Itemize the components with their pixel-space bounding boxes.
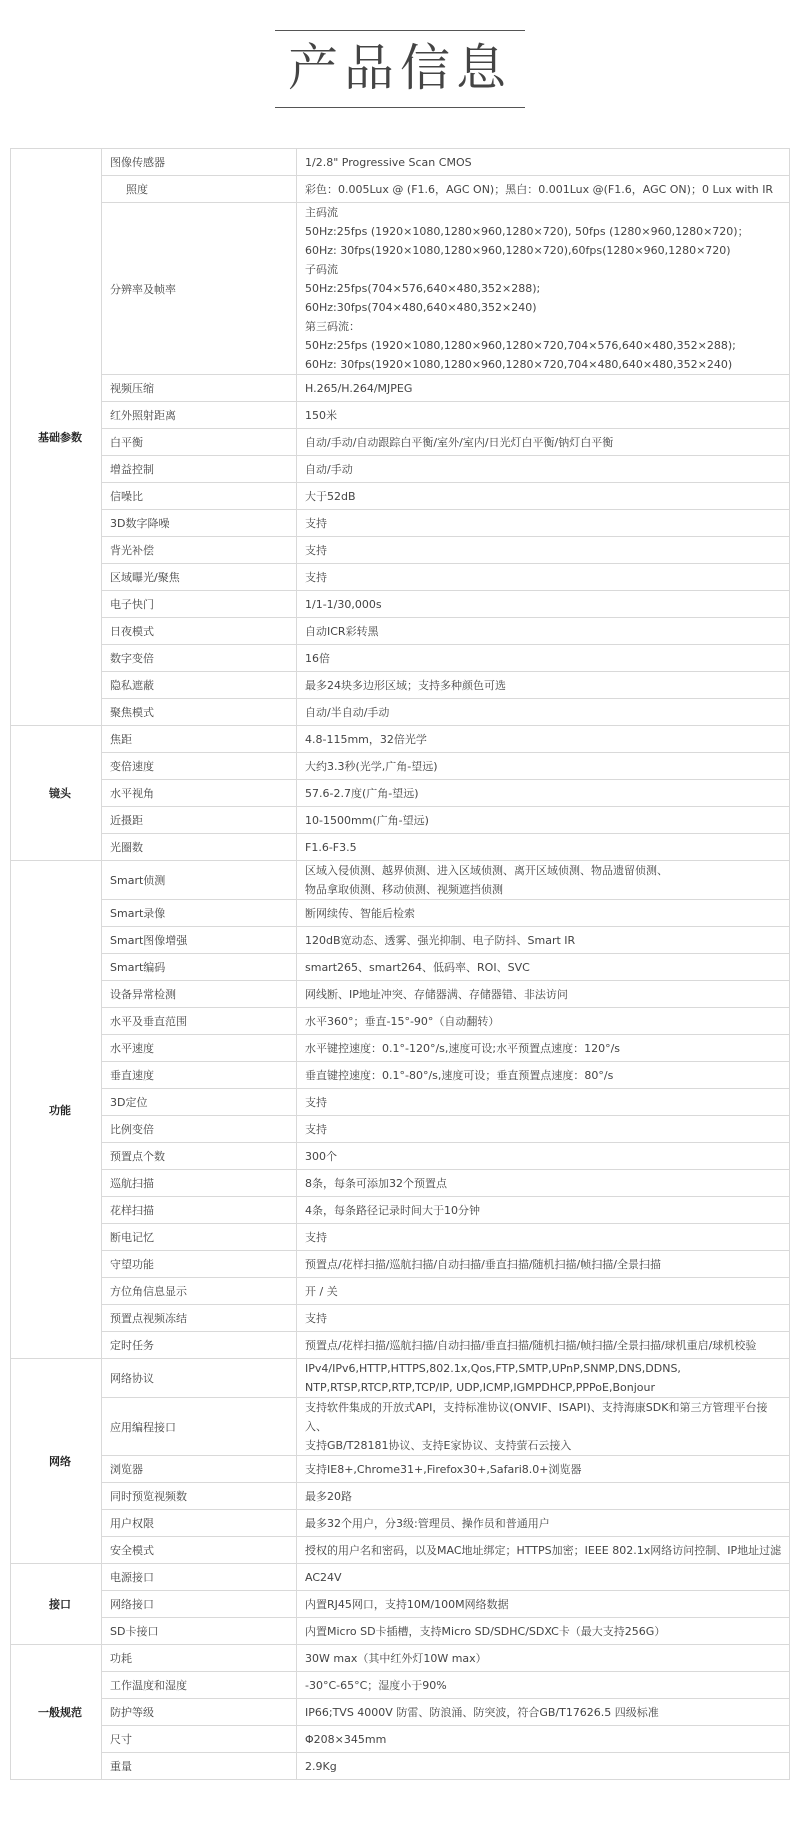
- spec-table: [10, 148, 790, 1780]
- spec-key: 焦距: [102, 726, 297, 753]
- spec-row: [11, 807, 790, 834]
- spec-row: [11, 1332, 790, 1359]
- spec-key: 白平衡: [102, 429, 297, 456]
- spec-key: Smart侦测: [102, 861, 297, 900]
- spec-key: 分辨率及帧率: [102, 203, 297, 375]
- spec-value: [297, 591, 790, 618]
- spec-row: [11, 1224, 790, 1251]
- spec-row: [11, 429, 790, 456]
- spec-row: [11, 1672, 790, 1699]
- spec-row: [11, 1591, 790, 1618]
- spec-row: [11, 1062, 790, 1089]
- spec-key: 方位角信息显示: [102, 1278, 297, 1305]
- spec-value-line: 30W max（其中红外灯10W max）: [305, 1651, 487, 1665]
- spec-row: [11, 1726, 790, 1753]
- spec-value: [297, 483, 790, 510]
- spec-key: 浏览器: [102, 1456, 297, 1483]
- spec-value: [297, 1753, 790, 1780]
- spec-value-line: 支持: [305, 543, 327, 557]
- spec-value-line: 内置RJ45网口，支持10M/100M网络数据: [305, 1597, 509, 1611]
- spec-value: [297, 1618, 790, 1645]
- spec-key: 图像传感器: [102, 149, 297, 176]
- spec-key: 断电记忆: [102, 1224, 297, 1251]
- spec-key: 水平视角: [102, 780, 297, 807]
- spec-key: 变倍速度: [102, 753, 297, 780]
- spec-key: 3D定位: [102, 1089, 297, 1116]
- spec-value-line: 50Hz:25fps(704×576,640×480,352×288);: [305, 282, 541, 295]
- spec-row: [11, 981, 790, 1008]
- spec-value-line: 支持IE8+,Chrome31+,Firefox30+,Safari8.0+浏览器: [305, 1462, 582, 1476]
- spec-row: [11, 1753, 790, 1780]
- spec-key: 照度: [102, 176, 297, 203]
- spec-value: [297, 1116, 790, 1143]
- spec-key: 同时预览视频数: [102, 1483, 297, 1510]
- spec-value-line: 支持: [305, 1122, 327, 1136]
- spec-value-line: 自动ICR彩转黑: [305, 624, 379, 638]
- spec-value: [297, 1278, 790, 1305]
- spec-key: 守望功能: [102, 1251, 297, 1278]
- spec-value: [297, 1645, 790, 1672]
- spec-value-line: 大约3.3秒(光学,广角-望远): [305, 759, 438, 773]
- spec-key: 防护等级: [102, 1699, 297, 1726]
- spec-value: [297, 1251, 790, 1278]
- spec-value-line: 彩色：0.005Lux @ (F1.6，AGC ON)；黑白：0.001Lux @(F1.6，AGC ON)；0 Lux with IR: [305, 182, 774, 196]
- group-label: 镜头: [11, 726, 102, 861]
- spec-key: 网络协议: [102, 1359, 297, 1398]
- spec-row: [11, 1305, 790, 1332]
- spec-value: [297, 564, 790, 591]
- spec-value-line: 150米: [305, 408, 337, 422]
- spec-value: [297, 1008, 790, 1035]
- spec-value: [297, 981, 790, 1008]
- spec-row: [11, 618, 790, 645]
- spec-row: [11, 861, 790, 900]
- spec-value-line: F1.6-F3.5: [305, 840, 357, 854]
- spec-value-line: 垂直键控速度：0.1°-80°/s,速度可设；垂直预置点速度：80°/s: [305, 1068, 614, 1082]
- spec-key: Smart编码: [102, 954, 297, 981]
- spec-value-line: 区域入侵侦测、越界侦测、进入区域侦测、离开区域侦测、物品遗留侦测、: [305, 864, 668, 877]
- spec-value-line: 子码流: [305, 263, 338, 276]
- spec-value-line: -30°C-65°C；湿度小于90%: [305, 1678, 447, 1692]
- spec-value: [297, 1591, 790, 1618]
- spec-value-line: 1/1-1/30,000s: [305, 597, 382, 611]
- spec-value-line: 自动/手动/自动跟踪白平衡/室外/室内/日光灯白平衡/钠灯白平衡: [305, 435, 614, 449]
- spec-value: [297, 149, 790, 176]
- spec-value-line: 大于52dB: [305, 489, 356, 503]
- spec-key: 隐私遮蔽: [102, 672, 297, 699]
- group-label: 网络: [11, 1359, 102, 1564]
- spec-value-line: 60Hz:30fps(704×480,640×480,352×240): [305, 301, 537, 314]
- spec-key: 区域曝光/聚焦: [102, 564, 297, 591]
- spec-value-line: 50Hz:25fps (1920×1080,1280×960,1280×720), 50fps (1280×960,1280×720)；: [305, 225, 749, 238]
- spec-row: [11, 1251, 790, 1278]
- spec-value-line: 支持软件集成的开放式API，支持标准协议(ONVIF、ISAPI)、支持海康SDK和第三方管理平台接入、: [305, 1401, 768, 1433]
- spec-key: 电子快门: [102, 591, 297, 618]
- spec-value-line: 1/2.8" Progressive Scan CMOS: [305, 155, 472, 169]
- spec-value-line: 60Hz: 30fps(1920×1080,1280×960,1280×720),60fps(1280×960,1280×720): [305, 244, 731, 257]
- spec-value-line: H.265/H.264/MJPEG: [305, 381, 413, 395]
- spec-row: [11, 954, 790, 981]
- spec-key: 预置点视频冻结: [102, 1305, 297, 1332]
- spec-row: [11, 726, 790, 753]
- spec-value: [297, 753, 790, 780]
- spec-row: [11, 402, 790, 429]
- spec-value-line: 57.6-2.7度(广角-望远): [305, 786, 419, 800]
- spec-row: [11, 1483, 790, 1510]
- spec-row: [11, 1510, 790, 1537]
- spec-key: 垂直速度: [102, 1062, 297, 1089]
- spec-value: [297, 1699, 790, 1726]
- spec-key: 日夜模式: [102, 618, 297, 645]
- page-title: 产品信息: [288, 39, 512, 97]
- spec-key: 红外照射距离: [102, 402, 297, 429]
- spec-key: 3D数字降噪: [102, 510, 297, 537]
- spec-row: [11, 1170, 790, 1197]
- spec-key: 巡航扫描: [102, 1170, 297, 1197]
- spec-value: [297, 537, 790, 564]
- spec-value: [297, 807, 790, 834]
- spec-row: [11, 483, 790, 510]
- spec-value-line: 支持: [305, 1311, 327, 1325]
- spec-key: 工作温度和湿度: [102, 1672, 297, 1699]
- spec-value: [297, 203, 790, 375]
- spec-key: 定时任务: [102, 1332, 297, 1359]
- spec-value-line: 120dB宽动态、透雾、强光抑制、电子防抖、Smart IR: [305, 933, 576, 947]
- spec-value-line: 物品拿取侦测、移动侦测、视频遮挡侦测: [305, 883, 503, 896]
- spec-row: [11, 1645, 790, 1672]
- spec-value: [297, 1332, 790, 1359]
- spec-value-line: 自动/半自动/手动: [305, 705, 390, 719]
- spec-key: 近摄距: [102, 807, 297, 834]
- spec-key: 水平速度: [102, 1035, 297, 1062]
- spec-row: [11, 900, 790, 927]
- spec-row: [11, 1537, 790, 1564]
- spec-row: [11, 1618, 790, 1645]
- spec-key: 用户权限: [102, 1510, 297, 1537]
- spec-value: [297, 927, 790, 954]
- spec-value: [297, 618, 790, 645]
- spec-value-line: 水平360°；垂直-15°-90°（自动翻转）: [305, 1014, 500, 1028]
- spec-value-line: IPv4/IPv6,HTTP,HTTPS,802.1x,Qos,FTP,SMTP,UPnP,SNMP,DNS,DDNS,: [305, 1362, 681, 1375]
- spec-row: [11, 149, 790, 176]
- spec-key: 数字变倍: [102, 645, 297, 672]
- spec-key: 增益控制: [102, 456, 297, 483]
- spec-key: 安全模式: [102, 1537, 297, 1564]
- spec-value: [297, 1035, 790, 1062]
- spec-value-line: 预置点/花样扫描/巡航扫描/自动扫描/垂直扫描/随机扫描/帧扫描/全景扫描/球机重启/球机校验: [305, 1338, 757, 1352]
- spec-key: 电源接口: [102, 1564, 297, 1591]
- spec-key: Smart图像增强: [102, 927, 297, 954]
- spec-row: [11, 1564, 790, 1591]
- spec-key: Smart录像: [102, 900, 297, 927]
- spec-value-line: 支持: [305, 1095, 327, 1109]
- spec-value: [297, 834, 790, 861]
- spec-value: [297, 1170, 790, 1197]
- spec-value-line: 最多24块多边形区域；支持多种颜色可选: [305, 678, 506, 692]
- spec-row: [11, 510, 790, 537]
- spec-row: [11, 176, 790, 203]
- spec-value-line: 16倍: [305, 651, 330, 665]
- spec-value: [297, 1224, 790, 1251]
- spec-value: [297, 176, 790, 203]
- spec-row: [11, 1456, 790, 1483]
- spec-value-line: 预置点/花样扫描/巡航扫描/自动扫描/垂直扫描/随机扫描/帧扫描/全景扫描: [305, 1257, 661, 1271]
- spec-row: [11, 1116, 790, 1143]
- spec-row: [11, 1089, 790, 1116]
- spec-value: [297, 1305, 790, 1332]
- spec-row: [11, 1278, 790, 1305]
- spec-value: [297, 954, 790, 981]
- spec-value: [297, 1359, 790, 1398]
- spec-row: [11, 1398, 790, 1456]
- spec-key: 尺寸: [102, 1726, 297, 1753]
- spec-row: [11, 645, 790, 672]
- spec-key: 网络接口: [102, 1591, 297, 1618]
- spec-value: [297, 510, 790, 537]
- spec-value-line: 最多32个用户，分3级:管理员、操作员和普通用户: [305, 1516, 550, 1530]
- spec-value-line: 8条，每条可添加32个预置点: [305, 1176, 447, 1190]
- spec-value: [297, 1089, 790, 1116]
- spec-value: [297, 861, 790, 900]
- spec-key: 重量: [102, 1753, 297, 1780]
- spec-value-line: 开 / 关: [305, 1284, 338, 1298]
- spec-row: [11, 456, 790, 483]
- spec-row: [11, 375, 790, 402]
- spec-key: 光圈数: [102, 834, 297, 861]
- spec-row: [11, 203, 790, 375]
- spec-value: [297, 375, 790, 402]
- spec-value: [297, 1672, 790, 1699]
- spec-value-line: 授权的用户名和密码，以及MAC地址绑定；HTTPS加密；IEEE 802.1x网络访问控制、IP地址过滤: [305, 1543, 782, 1557]
- spec-value-line: 水平键控速度：0.1°-120°/s,速度可设;水平预置点速度：120°/s: [305, 1041, 621, 1055]
- spec-row: [11, 699, 790, 726]
- spec-row: [11, 672, 790, 699]
- spec-value-line: IP66;TVS 4000V 防雷、防浪涌、防突波，符合GB/T17626.5 四级标准: [305, 1705, 659, 1719]
- title-bottom-divider: [275, 107, 525, 108]
- spec-value-line: Φ208×345mm: [305, 1732, 387, 1746]
- spec-value-line: 网线断、IP地址冲突、存储器满、存储器错、非法访问: [305, 987, 568, 1001]
- spec-value-line: 断网续传、智能后检索: [305, 906, 415, 920]
- spec-value-line: 50Hz:25fps (1920×1080,1280×960,1280×720,704×576,640×480,352×288);: [305, 339, 736, 352]
- spec-key: 视频压缩: [102, 375, 297, 402]
- spec-value: [297, 1062, 790, 1089]
- spec-value: [297, 1564, 790, 1591]
- spec-value-line: 60Hz: 30fps(1920×1080,1280×960,1280×720,704×480,640×480,352×240): [305, 358, 733, 371]
- spec-key: SD卡接口: [102, 1618, 297, 1645]
- group-label: 基础参数: [11, 149, 102, 726]
- spec-key: 功耗: [102, 1645, 297, 1672]
- spec-value-line: smart265、smart264、低码率、ROI、SVC: [305, 960, 530, 974]
- spec-value: [297, 1456, 790, 1483]
- spec-key: 应用编程接口: [102, 1398, 297, 1456]
- spec-row: [11, 1699, 790, 1726]
- spec-key: 信噪比: [102, 483, 297, 510]
- spec-value: [297, 900, 790, 927]
- spec-value: [297, 1398, 790, 1456]
- spec-value: [297, 645, 790, 672]
- spec-key: 比例变倍: [102, 1116, 297, 1143]
- title-block: [0, 30, 800, 108]
- spec-row: [11, 1035, 790, 1062]
- spec-value: [297, 1726, 790, 1753]
- spec-value: [297, 402, 790, 429]
- spec-row: [11, 753, 790, 780]
- spec-row: [11, 1197, 790, 1224]
- spec-value-line: 4.8-115mm，32倍光学: [305, 732, 427, 746]
- spec-value: [297, 726, 790, 753]
- spec-key: 花样扫描: [102, 1197, 297, 1224]
- spec-value-line: 4条，每条路径记录时间大于10分钟: [305, 1203, 480, 1217]
- group-label: 功能: [11, 861, 102, 1359]
- spec-value-line: 自动/手动: [305, 462, 353, 476]
- spec-value-line: 支持GB/T28181协议、支持E家协议、支持萤石云接入: [305, 1439, 572, 1452]
- spec-value: [297, 429, 790, 456]
- spec-row: [11, 834, 790, 861]
- spec-value-line: 支持: [305, 570, 327, 584]
- spec-value: [297, 672, 790, 699]
- spec-row: [11, 1359, 790, 1398]
- spec-value-line: 第三码流：: [305, 320, 360, 333]
- spec-key: 背光补偿: [102, 537, 297, 564]
- title-top-divider: [275, 30, 525, 31]
- spec-value-line: NTP,RTSP,RTCP,RTP,TCP/IP, UDP,ICMP,IGMPDHCP,PPPoE,Bonjour: [305, 1381, 655, 1394]
- spec-value-line: AC24V: [305, 1570, 342, 1584]
- spec-row: [11, 780, 790, 807]
- spec-value: [297, 456, 790, 483]
- spec-value-line: 主码流: [305, 206, 338, 219]
- spec-value: [297, 1537, 790, 1564]
- spec-value: [297, 699, 790, 726]
- spec-value-line: 支持: [305, 516, 327, 530]
- group-label: 一般规范: [11, 1645, 102, 1780]
- spec-row: [11, 1008, 790, 1035]
- spec-row: [11, 564, 790, 591]
- spec-value: [297, 1143, 790, 1170]
- spec-key: 水平及垂直范围: [102, 1008, 297, 1035]
- spec-value-line: 10-1500mm(广角-望远): [305, 813, 429, 827]
- spec-row: [11, 927, 790, 954]
- spec-row: [11, 591, 790, 618]
- spec-value: [297, 1510, 790, 1537]
- spec-value-line: 300个: [305, 1149, 337, 1163]
- spec-key: 聚焦模式: [102, 699, 297, 726]
- group-label: 接口: [11, 1564, 102, 1645]
- spec-key: 设备异常检测: [102, 981, 297, 1008]
- spec-row: [11, 1143, 790, 1170]
- spec-value: [297, 1197, 790, 1224]
- spec-value-line: 支持: [305, 1230, 327, 1244]
- spec-key: 预置点个数: [102, 1143, 297, 1170]
- spec-value-line: 2.9Kg: [305, 1759, 337, 1773]
- spec-value: [297, 780, 790, 807]
- spec-row: [11, 537, 790, 564]
- spec-value-line: 最多20路: [305, 1489, 352, 1503]
- spec-value-line: 内置Micro SD卡插槽，支持Micro SD/SDHC/SDXC卡（最大支持256G）: [305, 1624, 666, 1638]
- spec-value: [297, 1483, 790, 1510]
